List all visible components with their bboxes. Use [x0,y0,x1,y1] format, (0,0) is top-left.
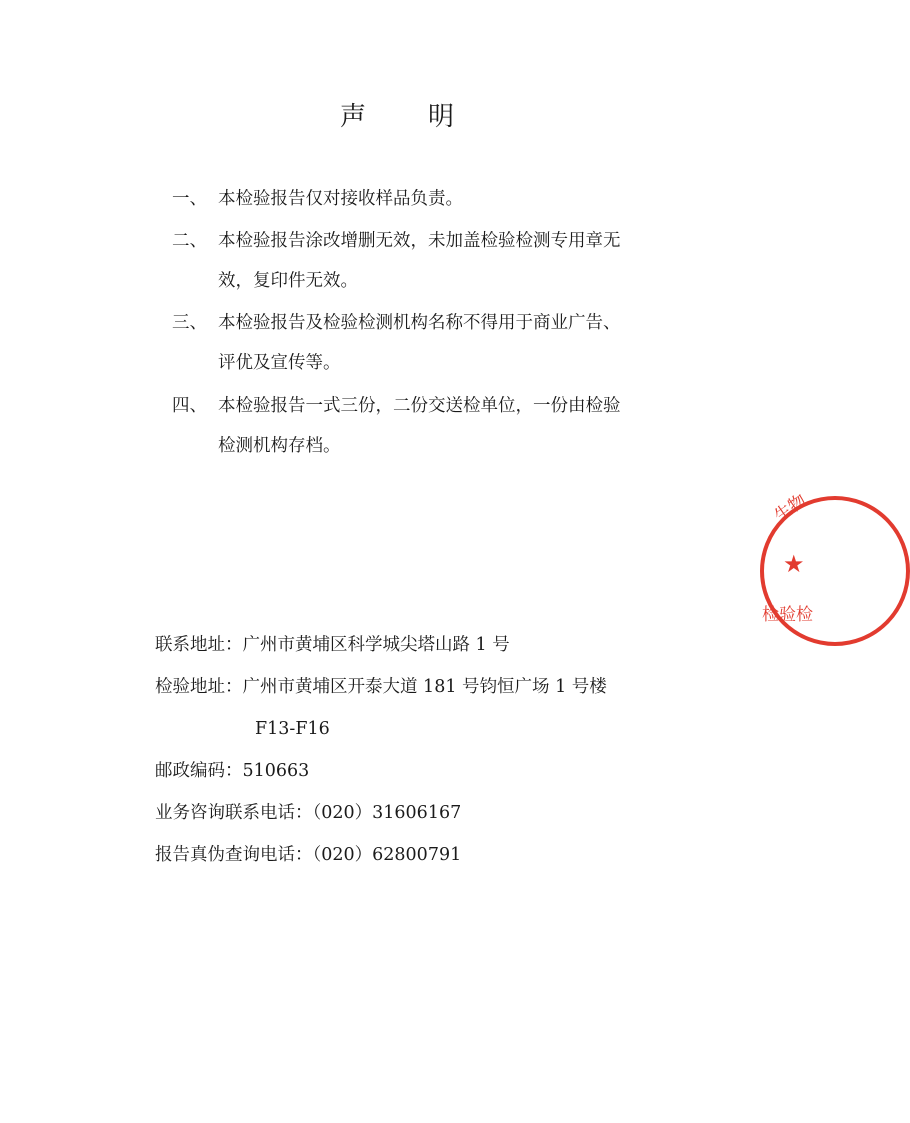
statement-2 [172,221,692,301]
statement-number: 三、 [172,313,207,333]
statement-text-continued: 评优及宣传等。 [218,353,341,373]
lab-address-continued: F13-F16 [255,719,330,739]
statement-1 [172,179,692,219]
postcode: 邮政编码：510663 [155,761,310,781]
verify-phone: 报告真伪查询电话：（020）62800791 [155,845,462,865]
page-title: 声明 [339,102,516,132]
statement-text-continued: 检测机构存档。 [218,436,341,456]
seal-text-top: 生物 [770,490,811,527]
statement-text: 本检验报告涂改增删无效，未加盖检验检测专用章无 [218,231,621,251]
contact-address: 联系地址：广州市黄埔区科学城尖塔山路 1 号 [155,635,510,655]
lab-address: 检验地址：广州市黄埔区开泰大道 181 号钧恒广场 1 号楼 [155,677,607,697]
statement-text: 本检验报告仅对接收样品负责。 [218,189,463,209]
seal-text-bottom: 检验检 [762,605,813,625]
contact-info [155,624,607,876]
statement-number: 一、 [172,189,207,209]
seal-star-icon: ★ [783,550,805,578]
statement-text-continued: 效，复印件无效。 [218,271,358,291]
statement-text: 本检验报告及检验检测机构名称不得用于商业广告、 [218,313,621,333]
statement-4 [172,386,692,466]
statement-number: 二、 [172,231,207,251]
statement-number: 四、 [172,396,207,416]
consult-phone: 业务咨询联系电话：（020）31606167 [155,803,462,823]
statement-text: 本检验报告一式三份，二份交送检单位，一份由检验 [218,396,621,416]
statement-3 [172,303,692,383]
